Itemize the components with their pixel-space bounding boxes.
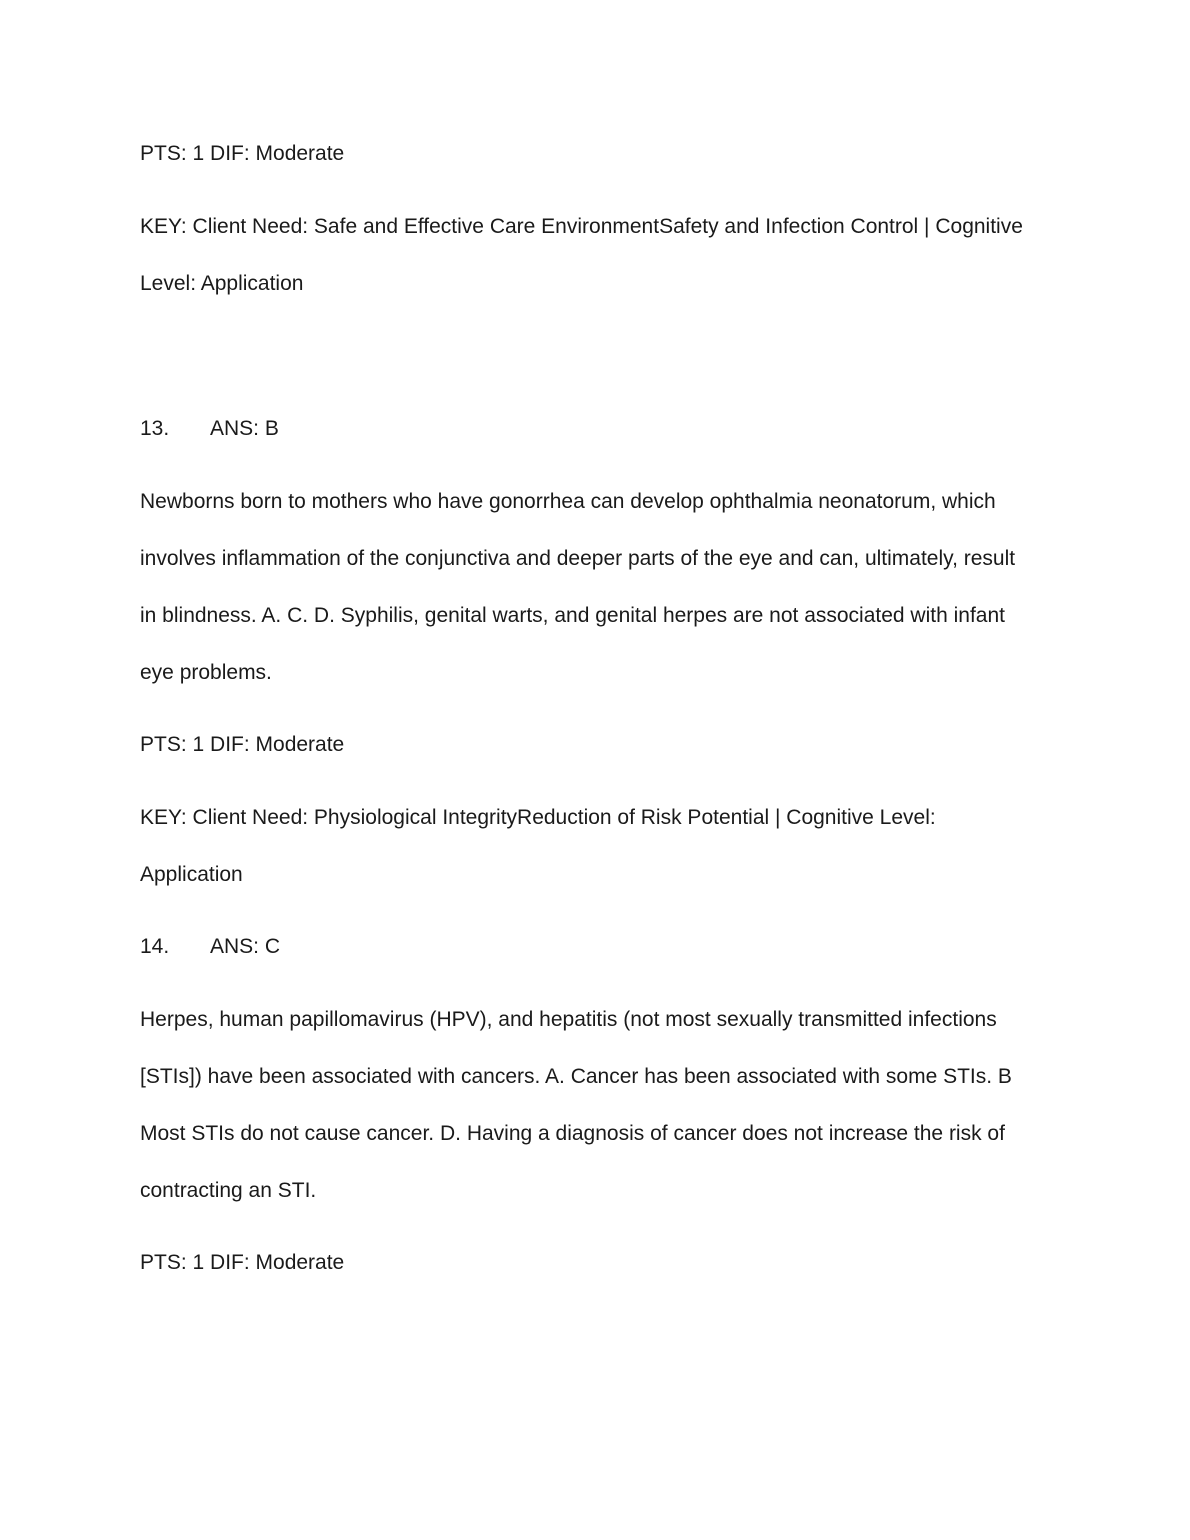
rationale-line: contracting an STI.	[140, 1179, 317, 1202]
rationale-line: eye problems.	[140, 661, 272, 684]
answer-label: ANS: B	[210, 417, 279, 440]
key-line-continued: Level: Application	[140, 272, 304, 295]
rationale-line: in blindness. A. C. D. Syphilis, genital warts, and genital herpes are not associated with infant	[140, 604, 1005, 627]
question-number: 14.	[140, 935, 170, 958]
rationale-line: Most STIs do not cause cancer. D. Having a diagnosis of cancer does not increase the risk of	[140, 1122, 1005, 1145]
rationale-line: [STIs]) have been associated with cancers. A. Cancer has been associated with some STIs. B	[140, 1065, 1012, 1088]
key-line-continued: Application	[140, 863, 243, 886]
pts-dif-line: PTS: 1 DIF: Moderate	[140, 142, 345, 165]
rationale-line: Herpes, human papillomavirus (HPV), and hepatitis (not most sexually transmitted infections	[140, 1008, 997, 1031]
pts-dif-line: PTS: 1 DIF: Moderate	[140, 733, 345, 756]
answer-heading-13	[140, 415, 279, 443]
key-line: KEY: Client Need: Physiological IntegrityReduction of Risk Potential | Cognitive Level:	[140, 806, 936, 829]
rationale-line: Newborns born to mothers who have gonorrhea can develop ophthalmia neonatorum, which	[140, 490, 996, 513]
rationale-line: involves inflammation of the conjunctiva and deeper parts of the eye and can, ultimately, result	[140, 547, 1016, 570]
answer-heading-14	[140, 933, 280, 961]
answer-label: ANS: C	[210, 935, 281, 958]
pts-dif-line: PTS: 1 DIF: Moderate	[140, 1251, 345, 1274]
question-number: 13.	[140, 417, 170, 440]
key-line: KEY: Client Need: Safe and Effective Care EnvironmentSafety and Infection Control | Cognitive	[140, 215, 1023, 238]
